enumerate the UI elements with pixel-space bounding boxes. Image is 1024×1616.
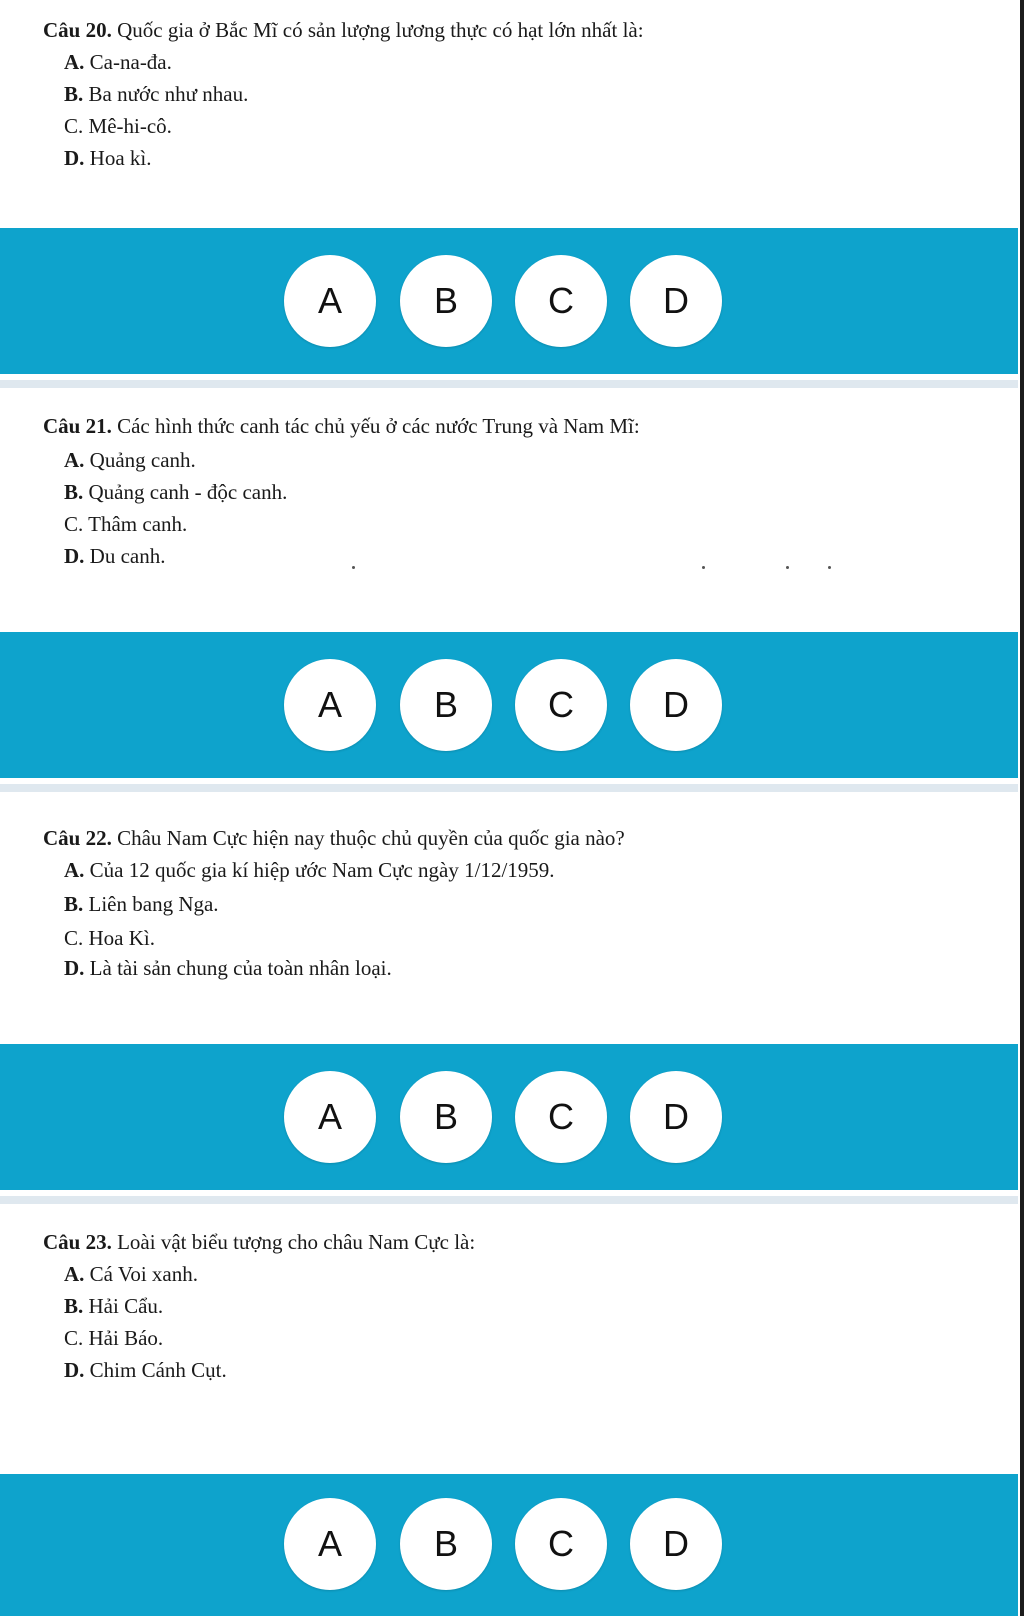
answer-button-a[interactable]: A [284,659,376,751]
option-letter: C. [64,926,84,950]
question-number: Câu 23. [43,1230,112,1254]
answer-button-d[interactable]: D [630,1498,722,1590]
answer-button-d[interactable]: D [630,659,722,751]
option-text: Du canh. [84,544,166,568]
stray-dot [352,566,355,569]
answer-button-c[interactable]: C [515,659,607,751]
option-a [64,48,172,76]
answer-button-b[interactable]: B [400,1498,492,1590]
question-number: Câu 21. [43,414,112,438]
option-d [64,144,152,172]
question-21 [0,412,1018,568]
option-text: Hoa Kì. [83,926,156,950]
option-c [64,1324,163,1352]
option-text: Của 12 quốc gia kí hiệp ước Nam Cực ngày 1/12/1959. [84,858,555,882]
answer-button-d[interactable]: D [630,1071,722,1163]
option-c [64,924,155,952]
option-a [64,446,196,474]
option-letter: D. [64,544,85,568]
question-23 [0,1228,1018,1382]
answer-band-20 [0,228,1018,374]
answer-band-21 [0,632,1018,778]
option-text: Hải Báo. [83,1326,164,1350]
answer-button-d[interactable]: D [630,255,722,347]
option-c [64,510,187,538]
answer-button-c[interactable]: C [515,1071,607,1163]
option-text: Quảng canh - độc canh. [83,480,288,504]
option-text: Liên bang Nga. [83,892,219,916]
question-20 [0,14,1018,170]
question-text: Các hình thức canh tác chủ yếu ở các nước Trung và Nam Mĩ: [111,414,640,438]
section-divider [0,380,1018,388]
option-letter: D. [64,956,85,980]
answer-button-c[interactable]: C [515,1498,607,1590]
option-letter: C. [64,1326,84,1350]
stray-dot [702,566,705,569]
option-b [64,890,219,918]
answer-button-row [284,255,724,347]
option-text: Ca-na-đa. [84,50,172,74]
answer-button-a[interactable]: A [284,1498,376,1590]
question-stem [43,824,625,852]
option-d [64,542,165,570]
option-letter: C. [64,114,84,138]
option-b [64,1292,163,1320]
option-letter: A. [64,1262,85,1286]
option-letter: A. [64,858,85,882]
question-text: Loài vật biểu tượng cho châu Nam Cực là: [111,1230,476,1254]
option-b [64,478,287,506]
option-letter: B. [64,892,84,916]
option-letter: B. [64,82,84,106]
stray-dot [786,566,789,569]
option-b [64,80,248,108]
answer-button-row [284,1071,724,1163]
answer-button-b[interactable]: B [400,1071,492,1163]
option-text: Hải Cẩu. [83,1294,164,1318]
option-letter: C. [64,512,84,536]
question-stem [43,412,640,440]
option-letter: B. [64,480,84,504]
question-number: Câu 20. [43,18,112,42]
question-22 [0,824,1018,980]
option-text: Chim Cánh Cụt. [84,1358,227,1382]
answer-button-b[interactable]: B [400,659,492,751]
option-letter: A. [64,448,85,472]
question-number: Câu 22. [43,826,112,850]
answer-button-a[interactable]: A [284,1071,376,1163]
option-c [64,112,172,140]
question-stem [43,1228,475,1256]
question-text: Châu Nam Cực hiện nay thuộc chủ quyền của quốc gia nào? [111,826,625,850]
option-a [64,1260,198,1288]
option-text: Ba nước như nhau. [83,82,249,106]
answer-button-a[interactable]: A [284,255,376,347]
answer-button-row [284,659,724,751]
answer-band-22 [0,1044,1018,1190]
stray-dot [828,566,831,569]
option-letter: A. [64,50,85,74]
option-a [64,856,555,884]
answer-button-b[interactable]: B [400,255,492,347]
answer-button-c[interactable]: C [515,255,607,347]
question-stem [43,16,644,44]
option-letter: D. [64,1358,85,1382]
option-text: Quảng canh. [84,448,196,472]
option-d [64,1356,227,1384]
page-right-edge [1020,0,1024,1616]
answer-button-row [284,1498,724,1590]
option-text: Cá Voi xanh. [84,1262,198,1286]
option-letter: D. [64,146,85,170]
option-text: Là tài sản chung của toàn nhân loại. [84,956,392,980]
section-divider [0,1196,1018,1204]
answer-band-23 [0,1474,1018,1616]
question-text: Quốc gia ở Bắc Mĩ có sản lượng lương thực có hạt lớn nhất là: [111,18,644,42]
option-d [64,954,392,982]
option-text: Thâm canh. [83,512,188,536]
option-text: Mê-hi-cô. [83,114,172,138]
section-divider [0,784,1018,792]
option-text: Hoa kì. [84,146,152,170]
option-letter: B. [64,1294,84,1318]
